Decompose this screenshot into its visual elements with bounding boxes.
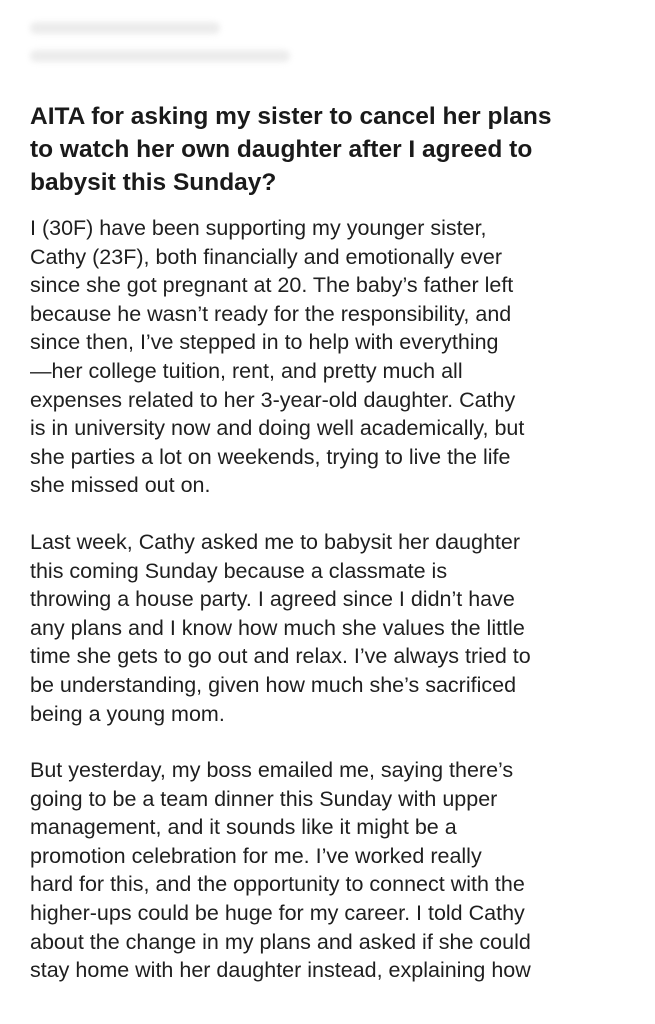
post-paragraph: But yesterday, my boss emailed me, saying there’s going to be a team dinner this Sunday with upper management, and it sounds like it might be a promotion celebration for me. I’ve worked really hard for this, and the opportunity to connect with the higher-ups could be huge for my career. I told Cathy about the change in my plans and asked if she could stay home with her daughter instead, explaining how [30, 758, 531, 983]
post-title: AITA for asking my sister to cancel her plans to watch her own daughter after I agreed to babysit this Sunday? [30, 103, 552, 196]
blurred-header [30, 22, 330, 82]
post-paragraph: Last week, Cathy asked me to babysit her daughter this coming Sunday because a classmate is throwing a house party. I agreed since I didn’t have any plans and I know how much she values the little time she gets to go out and relax. I’ve always tried to be understanding, given how much she’s sacrificed being a young mom. [30, 529, 531, 726]
post [30, 100, 630, 985]
blurred-text-line [30, 22, 220, 34]
blurred-text-line [30, 50, 290, 62]
post-paragraph: I (30F) have been supporting my younger sister, Cathy (23F), both financially and emotionally ever since she got pregnant at 20. The baby’s father left because he wasn’t ready for the responsibility, and since then, I’ve stepped in to help with everything —her college tuition, rent, and pretty much all expenses related to her 3-year-old daughter. Cathy is in university now and doing well academically, but she parties a lot on weekends, trying to live the life she missed out on. [30, 216, 525, 498]
